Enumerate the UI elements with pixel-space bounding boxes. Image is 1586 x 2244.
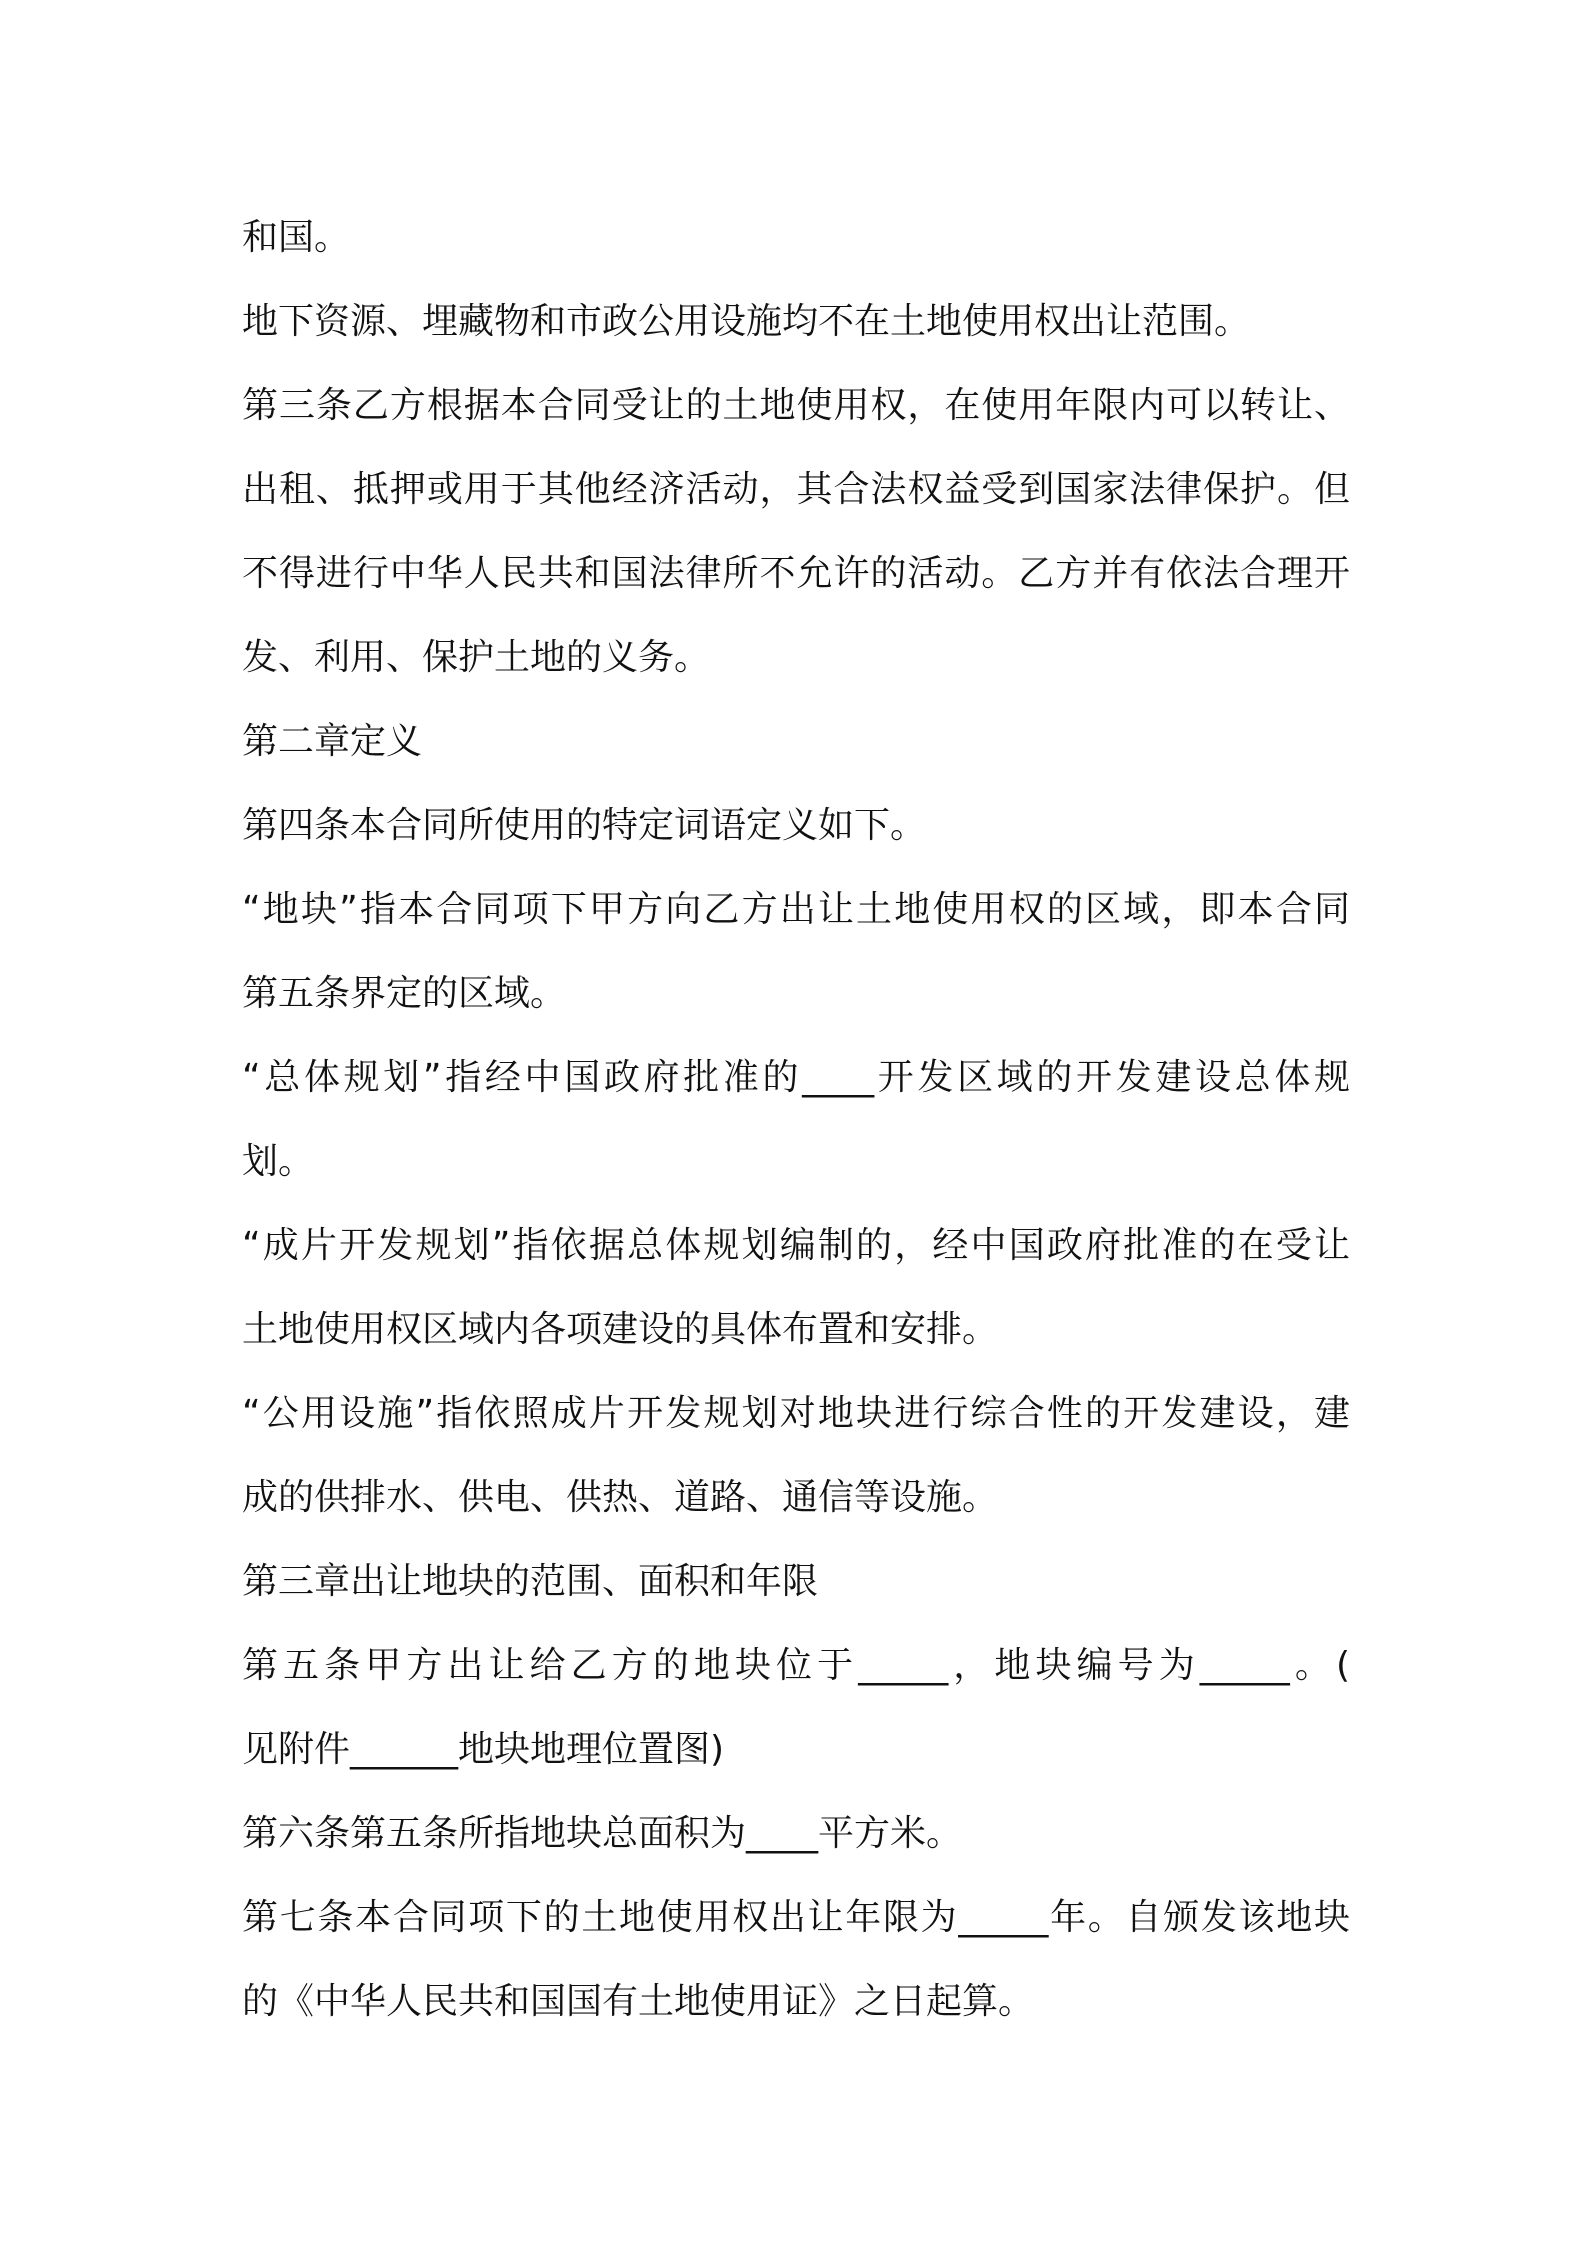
text-line: “地块”指本合同项下甲方向乙方出让土地使用权的区域，即本合同 [242, 889, 1350, 930]
text-line: 见附件______地块地理位置图) [242, 1729, 725, 1770]
text-line: 第五条甲方出让给乙方的地块位于_____，地块编号为_____。( [242, 1645, 1350, 1686]
text-line: 第五条界定的区域。 [242, 973, 567, 1014]
text-line: “公用设施”指依照成片开发规划对地块进行综合性的开发建设，建 [242, 1393, 1350, 1434]
text-line: 出租、抵押或用于其他经济活动，其合法权益受到国家法律保护。但 [242, 469, 1350, 510]
text-line: “成片开发规划”指依据总体规划编制的，经中国政府批准的在受让 [242, 1225, 1350, 1266]
text-line: 和国。 [242, 217, 351, 258]
text-line: 第六条第五条所指地块总面积为____平方米。 [242, 1813, 963, 1854]
chapter-heading: 第二章定义 [242, 721, 423, 762]
text-line: 第三条乙方根据本合同受让的土地使用权，在使用年限内可以转让、 [242, 385, 1350, 426]
text-line: 的《中华人民共和国国有土地使用证》之日起算。 [242, 1981, 1035, 2022]
document-body [242, 196, 1350, 2044]
text-line: 成的供排水、供电、供热、道路、通信等设施。 [242, 1477, 999, 1518]
text-line: 第四条本合同所使用的特定词语定义如下。 [242, 805, 927, 846]
text-line: “总体规划”指经中国政府批准的____开发区域的开发建设总体规 [242, 1057, 1350, 1098]
text-line: 地下资源、埋藏物和市政公用设施均不在土地使用权出让范围。 [242, 301, 1251, 342]
text-line: 土地使用权区域内各项建设的具体布置和安排。 [242, 1309, 999, 1350]
chapter-heading: 第三章出让地块的范围、面积和年限 [242, 1561, 819, 1602]
text-line: 不得进行中华人民共和国法律所不允许的活动。乙方并有依法合理开 [242, 553, 1350, 594]
text-line: 第七条本合同项下的土地使用权出让年限为_____年。自颁发该地块 [242, 1897, 1350, 1938]
text-line: 发、利用、保护土地的义务。 [242, 637, 711, 678]
text-line: 划。 [242, 1141, 315, 1182]
